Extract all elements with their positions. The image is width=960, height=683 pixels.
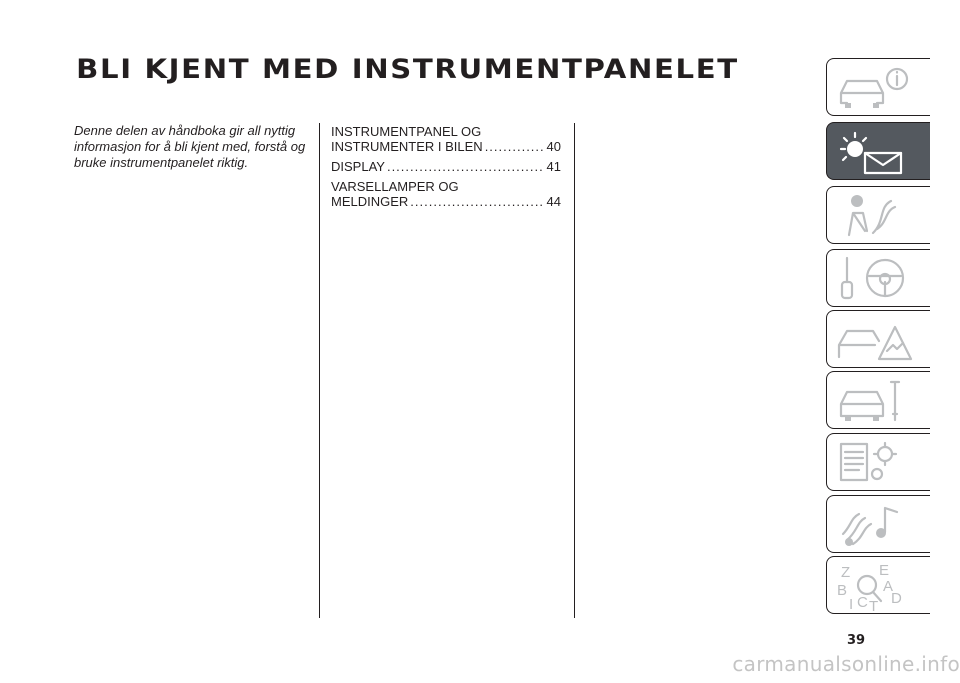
- tab-starting-driving[interactable]: [826, 249, 930, 307]
- toc-entry-page: 40: [546, 139, 561, 154]
- toc-entry-display[interactable]: [331, 159, 561, 174]
- tab-safety[interactable]: [826, 186, 930, 244]
- toc-entry-warning-lights[interactable]: [331, 179, 561, 209]
- spec-sheet-gear-icon: [835, 438, 915, 488]
- car-crash-warning-icon: [835, 315, 915, 365]
- tab-getting-to-know-car[interactable]: [826, 58, 930, 116]
- toc-entry-page: 41: [546, 159, 561, 174]
- page-number: 39: [846, 633, 866, 648]
- tab-technical-data[interactable]: [826, 433, 930, 491]
- svg-text:E: E: [879, 562, 890, 579]
- column-divider-left: [319, 123, 320, 618]
- svg-text:I: I: [849, 596, 854, 611]
- svg-text:Z: Z: [841, 564, 851, 581]
- toc-entry-label: MELDINGER: [331, 194, 409, 209]
- key-steering-wheel-icon: [835, 254, 915, 304]
- toc-entry-line1: VARSELLAMPER OG: [331, 179, 459, 194]
- svg-text:D: D: [891, 590, 902, 607]
- dashboard-light-message-icon: [835, 127, 915, 177]
- toc-leader-dots: [387, 159, 543, 174]
- intro-text: Denne delen av håndboka gir all nyttig informasjon for å bli kjent med, forstå og bruke instrumentpanelet riktig.: [74, 123, 306, 170]
- table-of-contents: [331, 124, 561, 214]
- svg-text:A: A: [883, 578, 894, 595]
- toc-entry-instruments[interactable]: [331, 124, 561, 154]
- car-info-icon: [835, 63, 915, 113]
- seat-belt-airbag-icon: [835, 191, 915, 241]
- tab-multimedia[interactable]: [826, 495, 930, 553]
- toc-entry-label: INSTRUMENTER I BILEN: [331, 139, 483, 154]
- toc-entry-line1: INSTRUMENTPANEL OG: [331, 124, 482, 139]
- svg-text:T: T: [869, 598, 879, 611]
- toc-entry-page: 44: [546, 194, 561, 209]
- svg-text:C: C: [857, 594, 868, 611]
- tab-instrument-panel[interactable]: [826, 122, 930, 180]
- tab-index[interactable]: [826, 556, 930, 614]
- toc-leader-dots: [410, 194, 542, 209]
- toc-leader-dots: [485, 139, 543, 154]
- multimedia-music-icon: [835, 500, 915, 550]
- svg-text:B: B: [837, 582, 848, 599]
- watermark-text: carmanualsonline.info: [732, 652, 960, 676]
- tab-emergency[interactable]: [826, 310, 930, 368]
- alphabetical-index-icon: [835, 561, 915, 611]
- toc-entry-label: DISPLAY: [331, 159, 385, 174]
- tab-maintenance[interactable]: [826, 371, 930, 429]
- page-title: BLI KJENT MED INSTRUMENTPANELET: [76, 54, 739, 85]
- column-divider-right: [574, 123, 575, 618]
- car-service-wrench-icon: [835, 376, 915, 426]
